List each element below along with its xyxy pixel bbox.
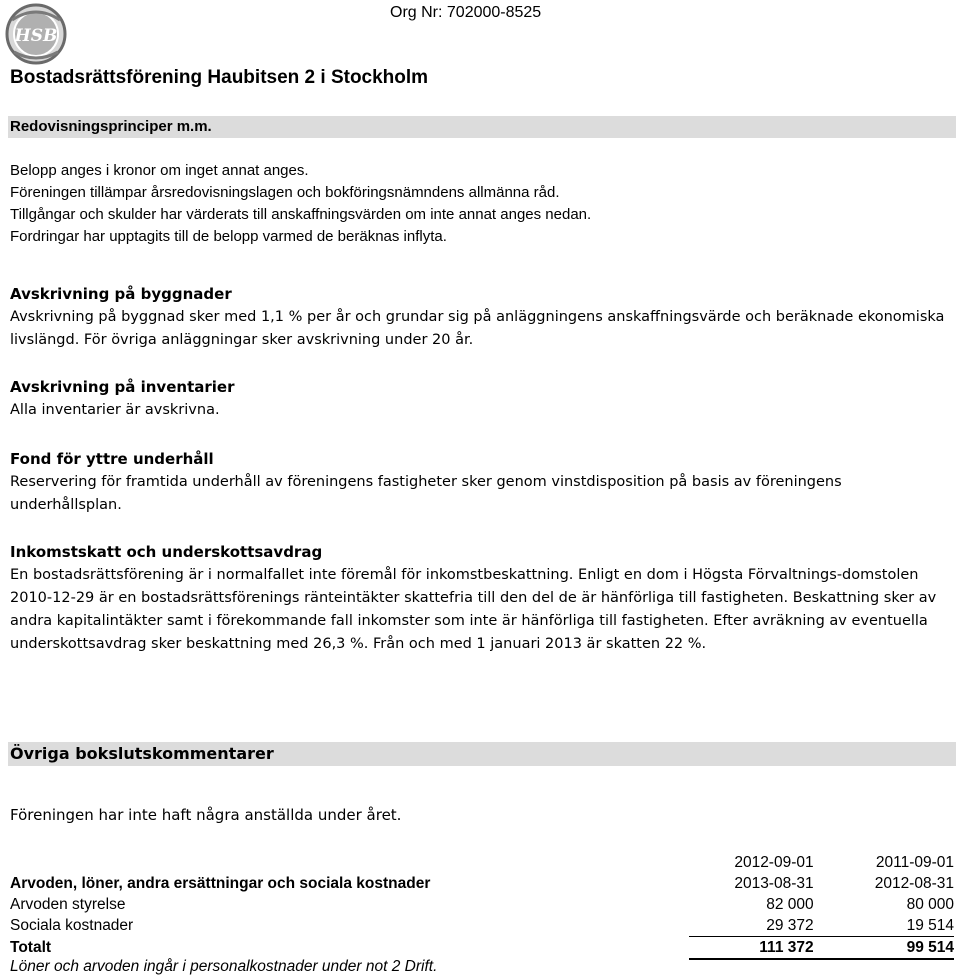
row-value-current: 29 372 bbox=[689, 915, 814, 937]
total-value-previous: 99 514 bbox=[814, 937, 954, 960]
section-title: Avskrivning på byggnader bbox=[10, 285, 232, 303]
total-value-current: 111 372 bbox=[689, 937, 814, 960]
section-text: Reservering för framtida underhåll av föreningens fastigheter sker genom vinstdisposition på basis av föreningens underhållsplan. bbox=[10, 474, 842, 513]
row-value-previous: 19 514 bbox=[814, 915, 954, 937]
table-header-label: Arvoden, löner, andra ersättningar och sociala kostnader bbox=[10, 875, 431, 892]
org-number: Org Nr: 702000-8525 bbox=[390, 4, 542, 21]
employees-note: Föreningen har inte haft några anställda under året. bbox=[10, 806, 402, 824]
svg-text:HSB: HSB bbox=[14, 26, 58, 46]
total-row bbox=[10, 937, 954, 960]
section-banner-comments: Övriga bokslutskommentarer bbox=[8, 742, 956, 766]
section-title: Fond för yttre underhåll bbox=[10, 450, 214, 468]
intro-line: Tillgångar och skulder har värderats till anskaffningsvärden om inte annat anges nedan. bbox=[10, 206, 592, 223]
intro-line: Fordringar har upptagits till de belopp varmed de beräknas inflyta. bbox=[10, 228, 447, 245]
intro-line: Belopp anges i kronor om inget annat anges. bbox=[10, 162, 309, 179]
section-text: En bostadsrättsförening är i normalfallet inte föremål för inkomstbeskattning. Enligt en dom i Högsta Förvaltnings-domstolen 2010-12-29 är en bostadsrättsförenings ränteintäkter skattefria till den del de är hänförliga till fastigheten. Beskattning sker av andra kapitalintäkter samt i förekommande fall inkomster som inte är hänförliga till fastigheten. Efter avräkning av eventuella underskottsavdrag sker beskattning med 26,3 %. Från och med 1 januari 2013 är skatten 22 %. bbox=[10, 567, 937, 652]
section-depreciation-buildings bbox=[10, 283, 950, 352]
section-title: Inkomstskatt och underskottsavdrag bbox=[10, 543, 323, 561]
table-row bbox=[10, 894, 954, 915]
period-start-current: 2012-09-01 bbox=[734, 854, 814, 871]
section-text: Avskrivning på byggnad sker med 1,1 % per år och grundar sig på anläggningens anskaffningsvärde och beräknade ekonomiska livslängd. För övriga anläggningar sker avskrivning under 20 år. bbox=[10, 309, 945, 348]
intro-line: Föreningen tillämpar årsredovisningslagen och bokföringsnämndens allmänna råd. bbox=[10, 184, 560, 201]
page-title: Bostadsrättsförening Haubitsen 2 i Stockholm bbox=[10, 67, 429, 88]
section-title: Avskrivning på inventarier bbox=[10, 378, 235, 396]
total-label: Totalt bbox=[10, 939, 52, 957]
period-end-current: 2013-08-31 bbox=[734, 875, 814, 892]
section-banner-principles: Redovisningsprinciper m.m. bbox=[8, 116, 956, 138]
table-header-row bbox=[10, 873, 954, 894]
table-row bbox=[10, 915, 954, 937]
row-value-current: 82 000 bbox=[766, 896, 814, 913]
row-label: Sociala kostnader bbox=[10, 917, 134, 935]
period-start-row bbox=[10, 852, 954, 873]
compensation-table bbox=[10, 852, 954, 960]
hsb-logo bbox=[4, 2, 68, 66]
period-start-previous: 2011-09-01 bbox=[875, 854, 954, 871]
section-income-tax bbox=[10, 541, 950, 656]
section-text: Alla inventarier är avskrivna. bbox=[10, 402, 220, 418]
footnote: Löner och arvoden ingår i personalkostnader under not 2 Drift. bbox=[10, 958, 438, 975]
row-value-previous: 80 000 bbox=[906, 896, 954, 913]
period-end-previous: 2012-08-31 bbox=[874, 875, 954, 892]
section-maintenance-fund bbox=[10, 448, 950, 517]
intro-text bbox=[10, 160, 591, 248]
section-depreciation-inventory bbox=[10, 376, 950, 422]
row-label: Arvoden styrelse bbox=[10, 896, 126, 913]
